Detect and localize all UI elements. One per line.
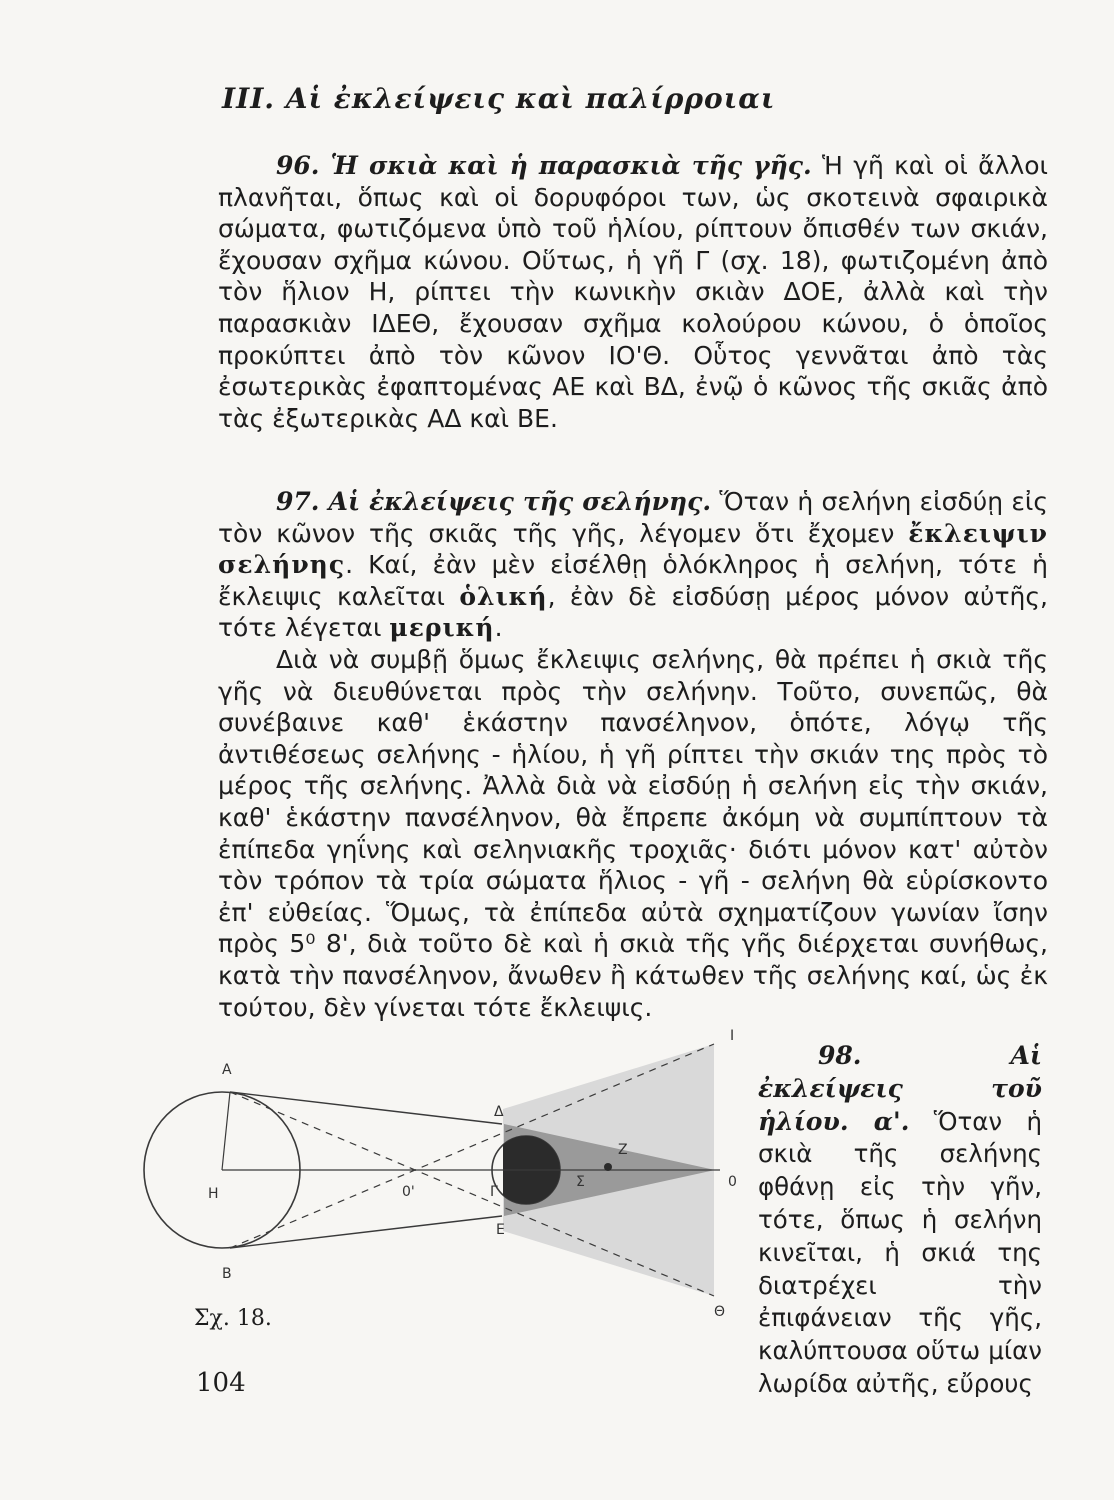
section-97-text-c: , ἐὰν δὲ εἰσδύσῃ μέρος μόνον αὐτῆς, τότε λέγεται xyxy=(218,581,1048,643)
outer-tangent-ad xyxy=(230,1092,502,1124)
label-z: Ζ xyxy=(618,1142,628,1158)
term-partial: μερική xyxy=(389,613,495,643)
label-o: 0 xyxy=(728,1174,737,1190)
outer-tangent-be xyxy=(230,1216,502,1248)
section-97-text-a: Ὅταν ἡ σελήνη εἰσδύῃ εἰς τὸν κῶνον τῆς σκιᾶς τῆς γῆς, λέγομεν ὅτι ἔχομεν xyxy=(218,487,1048,548)
section-96-title: 96. Ἡ σκιὰ καὶ ἡ παρασκιὰ τῆς γῆς. xyxy=(276,151,812,180)
section-97-text-d: . xyxy=(494,613,503,643)
section-98-paragraph xyxy=(758,1040,1042,1401)
label-delta: Δ xyxy=(494,1104,504,1120)
figure-18-eclipse-diagram xyxy=(140,1020,740,1320)
label-a: Α xyxy=(222,1062,232,1078)
label-b: Β xyxy=(222,1266,232,1282)
sun-radius xyxy=(222,1092,230,1170)
label-i: Ι xyxy=(730,1028,735,1044)
page-number: 104 xyxy=(196,1368,246,1398)
section-98 xyxy=(758,1040,1042,1401)
moon-z-dot xyxy=(604,1163,612,1171)
section-97-text-b: . Καί, ἐὰν μὲν εἰσέλθῃ ὁλόκληρος ἡ σελήνη, τότε ἡ ἔκλειψις καλεῖται xyxy=(218,550,1048,611)
label-sigma: Σ xyxy=(576,1174,585,1190)
label-theta: Θ xyxy=(714,1304,726,1320)
section-96-paragraph xyxy=(218,150,1048,434)
section-97 xyxy=(218,486,1048,1023)
chapter-title: III. Αἱ ἐκλείψεις καὶ παλίρροιαι xyxy=(222,82,776,115)
section-97-paragraph-2: Διὰ νὰ συμβῇ ὅμως ἔκλειψις σελήνης, θὰ πρέπει ἡ σκιὰ τῆς γῆς νὰ διευθύνεται πρὸς τὴν σελήνην. Τοῦτο, συνεπῶς, θὰ συνέβαινε καθ' ἑκάστην πανσέληνον, ὁπότε, λόγῳ τῆς ἀντιθέσεως σελήνης - ἡλίου, ἡ γῆ ρίπτει τὴν σκιάν της πρὸς τὸ μέρος τῆς σελήνης. Ἀλλὰ διὰ νὰ εἰσδύῃ ἡ σελήνη εἰς τὴν σκιάν, καθ' ἑκάστην πανσέληνον, θὰ ἔπρεπε ἀκόμη νὰ συμπίπτουν τὰ ἐπίπεδα γηΐνης καὶ σεληνιακῆς τροχιᾶς· διότι μόνον κατ' αὐτὸν τὸν τρόπον τὰ τρία σώματα ἥλιος - γῆ - σελήνη θὰ εὑρίσκοντο ἐπ' εὐθείας. Ὅμως, τὰ ἐπίπεδα αὐτὰ σχηματίζουν γωνίαν ἴσην πρὸς 5⁰ 8', διὰ τοῦτο δὲ καὶ ἡ σκιὰ τῆς γῆς διέρχεται συνήθως, κατὰ τὴν πανσέληνον, ἄνωθεν ἢ κάτωθεν τῆς σελήνης καί, ὡς ἐκ τούτου, δὲν γίνεται τότε ἔκλειψις. xyxy=(218,644,1048,1022)
section-98-title: 98. Αἱ ἐκλείψεις τοῦ ἡλίου. α'. xyxy=(758,1041,1042,1136)
section-96-text: Ἡ γῆ καὶ οἱ ἄλλοι πλανῆται, ὅπως καὶ οἱ δορυφόροι των, ὡς σκοτεινὰ σφαιρικὰ σώματα, φωτιζόμενα ὑπὸ τοῦ ἡλίου, ρίπτουν ὄπισθέν των σκιάν, ἔχουσαν σχῆμα κώνου. Οὕτως, ἡ γῆ Γ (σχ. 18), φωτιζομένη ἀπὸ τὸν ἥλιον Η, ρίπτει τὴν κωνικὴν σκιὰν ΔΟΕ, ἀλλὰ καὶ τὴν παρασκιὰν ΙΔΕΘ, ἔχουσαν σχῆμα κολούρου κώνου, ὁ ὁποῖος προκύπτει ἀπὸ τὸν κῶνον ΙΟ'Θ. Οὗτος γεννᾶται ἀπὸ τὰς ἐσωτερικὰς ἐφαπτομένας ΑΕ καὶ ΒΔ, ἐνῷ ὁ κῶνος τῆς σκιᾶς ἀπὸ τὰς ἐξωτερικὰς ΑΔ καὶ ΒΕ. xyxy=(218,151,1049,433)
label-gamma: Γ xyxy=(490,1184,498,1200)
label-o-prime: 0' xyxy=(402,1184,415,1200)
label-h: Η xyxy=(208,1186,219,1202)
figure-caption: Σχ. 18. xyxy=(194,1306,272,1331)
label-e: Ε xyxy=(496,1222,505,1238)
section-96 xyxy=(218,150,1048,434)
term-lunar-eclipse: ἔκλειψιν σελήνης xyxy=(218,518,1048,580)
section-97-title: 97. Αἱ ἐκλείψεις τῆς σελήνης. xyxy=(276,487,712,516)
section-98-text: Ὅταν ἡ σκιὰ τῆς σελήνης φθάνῃ εἰς τὴν γῆν, τότε, ὅπως ἡ σελήνη κινεῖται, ἡ σκιά της διατρέχει τὴν ἐπιφάνειαν τῆς γῆς, καλύπτουσα οὕτω μίαν λωρίδα αὐτῆς, εὔρους xyxy=(758,1106,1043,1398)
section-97-paragraph-1 xyxy=(218,486,1048,644)
term-total: ὁλική xyxy=(459,581,548,611)
